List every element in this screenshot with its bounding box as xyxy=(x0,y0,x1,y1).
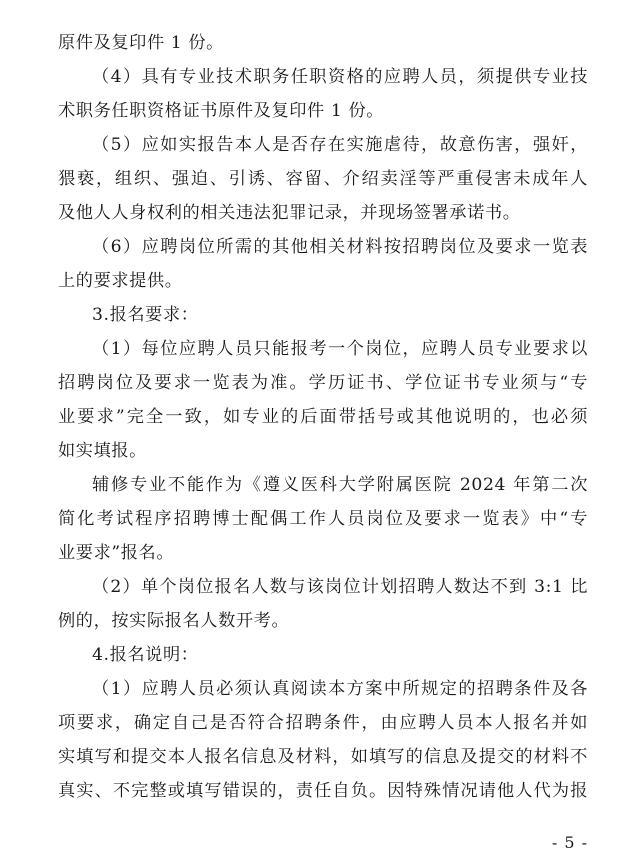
text-line-4: （5）应如实报告本人是否存在实施虐待，故意伤害，强奸， xyxy=(92,135,588,155)
text-line-12: 业要求”完全一致，如专业的后面带括号或其他说明的，也必须 xyxy=(58,407,588,427)
text-line-6: 及他人人身权利的相关违法犯罪记录，并现场签署承诺书。 xyxy=(58,203,521,223)
text-line-16: 业要求”报名。 xyxy=(58,543,175,563)
text-line-15: 简化考试程序招聘博士配偶工作人员岗位及要求一览表》中“专 xyxy=(58,509,588,529)
text-line-3: 术职务任职资格证书原件及复印件 1 份。 xyxy=(58,101,385,121)
text-line-2: （4）具有专业技术职务任职资格的应聘人员，须提供专业技 xyxy=(92,67,588,87)
text-line-5: 猥亵，组织、强迫、引诱、容留、介绍卖淫等严重侵害未成年人 xyxy=(58,169,588,189)
text-line-11: 招聘岗位及要求一览表为准。学历证书、学位证书专业须与“专 xyxy=(58,373,588,393)
section-heading-3: 3.报名要求： xyxy=(92,305,199,325)
text-line-7: （6）应聘岗位所需的其他相关材料按招聘岗位及要求一览表 xyxy=(92,237,588,257)
text-line-1: 原件及复印件 1 份。 xyxy=(58,33,224,53)
document-body xyxy=(58,26,588,808)
text-line-17: （2）单个岗位报名人数与该岗位计划招聘人数达不到 3:1 比 xyxy=(92,577,588,597)
page-number: - 5 - xyxy=(551,833,588,852)
text-line-10: （1）每位应聘人员只能报考一个岗位，应聘人员专业要求以 xyxy=(92,339,588,359)
text-line-13: 如实填报。 xyxy=(58,441,147,461)
text-line-18: 例的，按实际报名人数开考。 xyxy=(58,611,290,631)
text-line-22: 实填写和提交本人报名信息及材料，如填写的信息及提交的材料不 xyxy=(58,747,588,767)
section-heading-4: 4.报名说明： xyxy=(92,645,199,665)
text-line-8: 上的要求提供。 xyxy=(58,271,183,291)
text-line-14: 辅修专业不能作为《遵义医科大学附属医院 2024 年第二次 xyxy=(92,475,588,495)
text-line-23: 真实、不完整或填写错误的，责任自负。因特殊情况请他人代为报 xyxy=(58,781,588,801)
text-line-20: （1）应聘人员必须认真阅读本方案中所规定的招聘条件及各 xyxy=(92,679,588,699)
text-line-21: 项要求，确定自己是否符合招聘条件，由应聘人员本人报名并如 xyxy=(58,713,588,733)
